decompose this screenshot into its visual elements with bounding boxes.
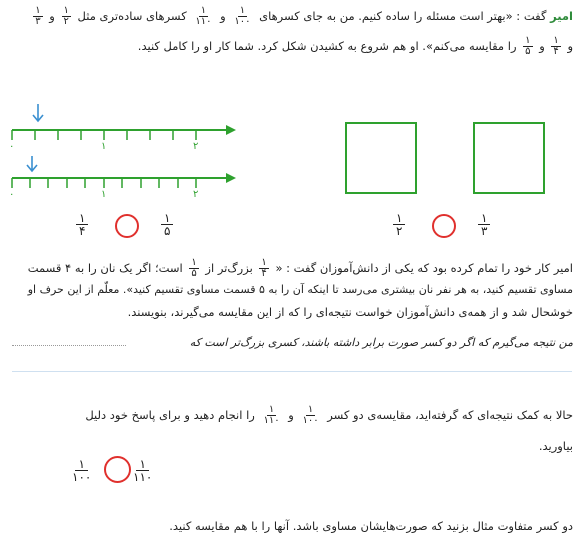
- para2-text-b: بزرگ‌تر از: [205, 261, 253, 275]
- footer-instruction: دو کسر متفاوت مثال بزنید که صورت‌هایشان مساوی باشد. آنها را با هم مقایسه کنید.: [169, 519, 573, 533]
- tick-label-2: ۲: [193, 189, 199, 200]
- and-word: و: [288, 408, 294, 422]
- number-lines-figure: [0, 100, 250, 210]
- tick-label-0: ۰: [9, 141, 15, 152]
- square-shape: [473, 122, 545, 194]
- para2-line-3: خوشحال شد و از همه‌ی دانش‌آموزان خواست نتیجه‌ای را که از این مقایسه می‌گیرند، بنویسند.: [127, 305, 573, 319]
- compare-circle[interactable]: [104, 456, 131, 483]
- answer-line[interactable]: [12, 371, 572, 372]
- compare-fraction-1-100: ۱ ۱۰۰: [72, 457, 92, 484]
- and-word: و: [539, 39, 545, 53]
- arrow-down-icon: [27, 156, 37, 171]
- para3-line-2: بیاورید.: [538, 439, 573, 453]
- para2-text-a: امیر کار خود را تمام کرده بود که یکی از دانش‌آموزان گفت : «: [275, 261, 573, 275]
- fraction-1-4: $\frac{۱}{۴}$: [553, 35, 559, 57]
- and-word: و: [49, 9, 55, 23]
- number-line-top: [12, 104, 236, 140]
- fraction-1-100: $\frac{۱}{۱۰۰}$: [302, 404, 319, 426]
- fraction-1-110: $\frac{۱}{۱۱۰}$: [195, 5, 212, 27]
- para3-line-1: [13, 405, 573, 426]
- conclusion-sentence: من نتیجه می‌گیرم که اگر دو کسر صورت برابر داشته باشند، کسری بزرگ‌تر است که: [189, 336, 573, 349]
- compare-fraction-1-110: ۱ ۱۱۰: [133, 457, 153, 484]
- compare-fraction-1-2: ۱ ۲: [393, 212, 405, 237]
- and-word: و: [220, 9, 226, 23]
- arrow-down-icon: [33, 104, 43, 121]
- compare-circle[interactable]: [115, 214, 139, 238]
- para2-line-2: مساوی تقسیم کنید، به هر نفر نان بیشتری می‌رسد تا اینکه آن را به ۵ قسمت مساوی تقسیم کنید». معلّم از این حرف او: [27, 283, 573, 296]
- para3-text-a: حالا به کمک نتیجه‌ای که گرفته‌اید، مقایسه‌ی دو کسر: [327, 408, 573, 422]
- intro-text-b: کسرهای ساده‌تری مثل: [77, 9, 187, 23]
- fraction-1-2: $\frac{۱}{۲}$: [63, 5, 69, 27]
- fraction-1-5: $\frac{۱}{۵}$: [191, 257, 197, 279]
- tick-label-1: ۱: [101, 141, 107, 152]
- tick-label-2: ۲: [193, 141, 199, 152]
- compare-fraction-1-3: ۱ ۳: [478, 212, 490, 237]
- para2-text-c: است؛ اگر یک نان را به ۴ قسمت: [27, 261, 183, 275]
- number-line-bottom: [12, 156, 236, 188]
- square-shape: [345, 122, 417, 194]
- tick-label-0: ۰: [9, 189, 15, 200]
- compare-fraction-1-5: ۱ ۵: [161, 212, 173, 237]
- fraction-1-110: $\frac{۱}{۱۱۰}$: [263, 404, 280, 426]
- compare-circle[interactable]: [432, 214, 456, 238]
- compare-fraction-1-4: ۱ ۴: [76, 212, 88, 237]
- para3-text-b: را انجام دهید و برای پاسخ خود دلیل: [85, 408, 255, 422]
- intro-line-2: [13, 36, 573, 57]
- tick-label-1: ۱: [101, 189, 107, 200]
- intro-line-1: [13, 6, 573, 27]
- fraction-1-4: $\frac{۱}{۴}$: [261, 257, 267, 279]
- speaker-name: امیر: [550, 9, 573, 23]
- tick-marks: [12, 178, 196, 188]
- and-word: و: [567, 39, 573, 53]
- answer-blank[interactable]: [12, 345, 126, 346]
- fraction-1-3: $\frac{۱}{۳}$: [35, 5, 41, 27]
- tick-marks: [12, 130, 196, 140]
- fraction-1-100: $\frac{۱}{۱۰۰}$: [234, 5, 251, 27]
- para2-line-1: [13, 258, 573, 279]
- intro-text-a: گفت : «بهتر است مسئله را ساده کنیم. من به جای کسرهای: [259, 9, 547, 23]
- intro-text-c: را مقایسه می‌کنم». او هم شروع به کشیدن شکل کرد. شما کار او را کامل کنید.: [137, 39, 517, 53]
- fraction-1-5: $\frac{۱}{۵}$: [525, 35, 531, 57]
